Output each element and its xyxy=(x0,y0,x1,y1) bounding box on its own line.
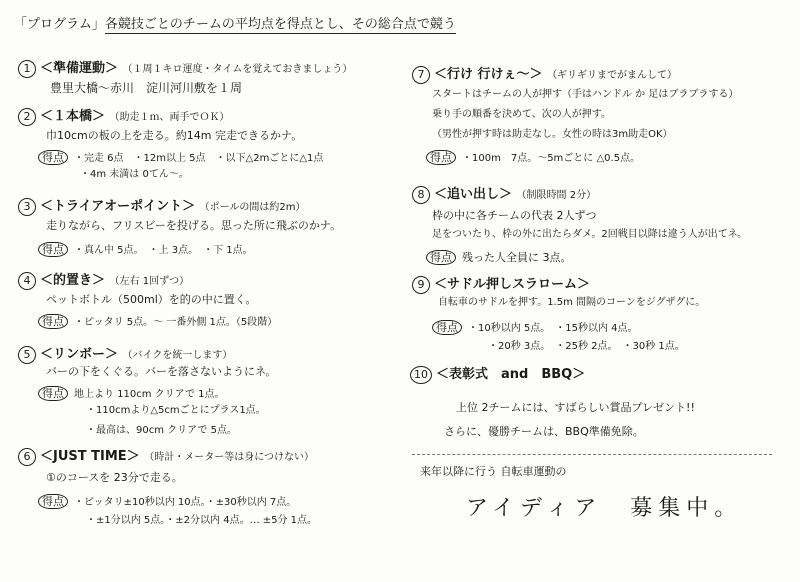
section-7-line-4: ・100m 7点。〜5mごとに △0.5点。 xyxy=(462,153,641,164)
section-9-line-3: ・20秒 3点。 ・25秒 2点。 ・30秒 1点。 xyxy=(488,341,685,352)
section-7-line-3: （男性が押す時は助走なし。女性の時は3m助走OK） xyxy=(432,129,673,140)
section-10-heading xyxy=(410,366,585,384)
section-5-line-1: バーの下をくぐる。バーを落さないようにネ。 xyxy=(46,365,277,378)
section-4-line-2: ・ピッタリ 5点。〜 一番外側 1点。（5段階） xyxy=(74,317,278,328)
section-5-score xyxy=(38,386,225,401)
section-2-line-1: 巾10cmの板の上を走る。約14m 完走できるかナ。 xyxy=(46,129,303,142)
section-10-line-2: さらに、優勝チームは、BBQ準備免除。 xyxy=(444,425,644,438)
section-3-heading xyxy=(18,198,306,216)
section-4-title: ＜的置き＞ xyxy=(40,273,106,288)
score-badge: 得点 xyxy=(38,314,68,329)
section-5-title: ＜リンボー＞ xyxy=(40,347,119,362)
section-3-title: ＜トライアオーポイント＞ xyxy=(40,199,196,214)
section-6-line-2: ・ピッタリ±10秒以内 10点。・±30秒以内 7点。 xyxy=(74,497,297,508)
section-6-heading xyxy=(18,448,314,466)
section-9-title: ＜サドル押しスラローム＞ xyxy=(434,277,591,292)
section-1-heading xyxy=(18,60,352,78)
section-3-number: 3 xyxy=(18,198,36,216)
section-5-line-4: ・最高は、90cm クリアで 5点。 xyxy=(86,425,237,436)
score-badge: 得点 xyxy=(38,494,68,509)
section-2-number: 2 xyxy=(18,108,36,126)
section-5-line-3: ・110cmより△5cmごとにプラス1点。 xyxy=(86,405,266,416)
section-7-line-1: スタートはチームの人が押す（手はハンドル か 足はブラブラする） xyxy=(432,89,739,100)
section-10-title: ＜表彰式 and BBQ＞ xyxy=(436,367,586,382)
section-2-title: ＜１本橋＞ xyxy=(40,109,106,124)
section-7-number: 7 xyxy=(412,66,430,84)
section-2-score xyxy=(38,150,323,165)
section-10-number: 10 xyxy=(410,366,432,384)
section-7-title: ＜行け 行けぇ〜＞ xyxy=(434,67,543,82)
section-7-line-2: 乗り手の順番を決めて、次の人が押す。 xyxy=(432,109,611,120)
section-2-line-3: ・4m 未満は 0てん〜。 xyxy=(80,169,189,180)
section-9-number: 9 xyxy=(412,276,430,294)
divider xyxy=(412,454,772,455)
section-8-line-1: 枠の中に各チームの代表 2人ずつ xyxy=(432,209,597,222)
section-5-heading xyxy=(18,346,232,364)
section-2-note: （助走１ｍ、両手でＯＫ） xyxy=(109,112,230,123)
section-4-line-1: ペットボトル（500ml）を的の中に置く。 xyxy=(46,293,257,306)
section-2-line-2: ・完走 6点 ・12m以上 5点 ・以下△2mごとに△1点 xyxy=(74,153,324,164)
score-badge: 得点 xyxy=(38,242,68,257)
section-2-heading xyxy=(18,108,230,126)
section-3-line-1: 走りながら、フリスビーを投げる。思った所に飛ぶのかナ。 xyxy=(46,219,342,232)
section-7-note: （ギリギリまでがまんして） xyxy=(547,70,678,81)
section-7-heading xyxy=(412,66,677,84)
section-6-line-1: ①のコースを 23分で走る。 xyxy=(46,471,183,484)
section-8-line-3: 残った人全員に 3点。 xyxy=(462,251,572,264)
section-9-heading xyxy=(412,276,590,294)
section-6-line-3: ・±1分以内 5点。・±2分以内 4点。… ±5分 1点。 xyxy=(86,515,318,526)
score-badge: 得点 xyxy=(426,250,456,265)
section-5-note: （バイクを統一します） xyxy=(122,350,233,361)
section-1-title: ＜準備運動＞ xyxy=(40,61,119,76)
section-5-number: 5 xyxy=(18,346,36,364)
score-badge: 得点 xyxy=(432,320,462,335)
footer-line-2: アイディア 募集中。 xyxy=(466,496,743,521)
section-1-line-1: 豊里大橋〜赤川 淀川河川敷を１周 xyxy=(50,81,243,95)
section-4-score xyxy=(38,314,277,329)
section-3-line-2: ・真ん中 5点。 ・上 3点。 ・下 1点。 xyxy=(74,245,253,256)
section-8-score xyxy=(426,250,572,265)
section-6-note: （時計・メーター等は身につけない） xyxy=(144,452,315,463)
section-3-note: （ポールの間は約2m） xyxy=(199,202,306,213)
section-9-line-2: ・10秒以内 5点。 ・15秒以内 4点。 xyxy=(468,323,638,334)
section-1-number: 1 xyxy=(18,60,36,78)
title-text: 各競技ごとのチームの平均点を得点とし、その総合点で競う xyxy=(104,17,456,32)
section-7-score xyxy=(426,150,640,165)
score-badge: 得点 xyxy=(426,150,456,165)
score-badge: 得点 xyxy=(38,386,68,401)
section-9-line-1: 自転車のサドルを押す。1.5m 間隔のコーンをジグザグに。 xyxy=(438,297,706,308)
section-10-line-1: 上位 2チームには、すばらしい賞品プレゼント!! xyxy=(456,401,695,414)
section-4-number: 4 xyxy=(18,272,36,290)
section-8-heading xyxy=(412,186,596,204)
section-3-score xyxy=(38,242,253,257)
section-8-note: （制限時間 2分） xyxy=(516,190,597,201)
score-badge: 得点 xyxy=(38,150,68,165)
section-4-heading xyxy=(18,272,189,290)
section-4-note: （左右 1回ずつ） xyxy=(109,276,190,287)
section-8-title: ＜追い出し＞ xyxy=(434,187,513,202)
section-1-note: （１周１キロ運度・タイムを覚えておきましょう） xyxy=(122,64,353,75)
footer-line-1: 来年以降に行う 自転車運動の xyxy=(420,465,567,478)
section-6-title: ＜JUST TIME＞ xyxy=(40,449,140,464)
page-title xyxy=(14,18,456,31)
section-8-number: 8 xyxy=(412,186,430,204)
section-6-score xyxy=(38,494,296,509)
section-9-score xyxy=(432,320,638,335)
title-bracket: 「プログラム」 xyxy=(14,17,105,32)
section-5-line-2: 地上より 110cm クリアで 1点。 xyxy=(74,389,225,400)
section-8-line-2: 足をついたり、枠の外に出たらダメ。2回戦目以降は違う人が出てネ。 xyxy=(432,229,748,240)
section-6-number: 6 xyxy=(18,448,36,466)
